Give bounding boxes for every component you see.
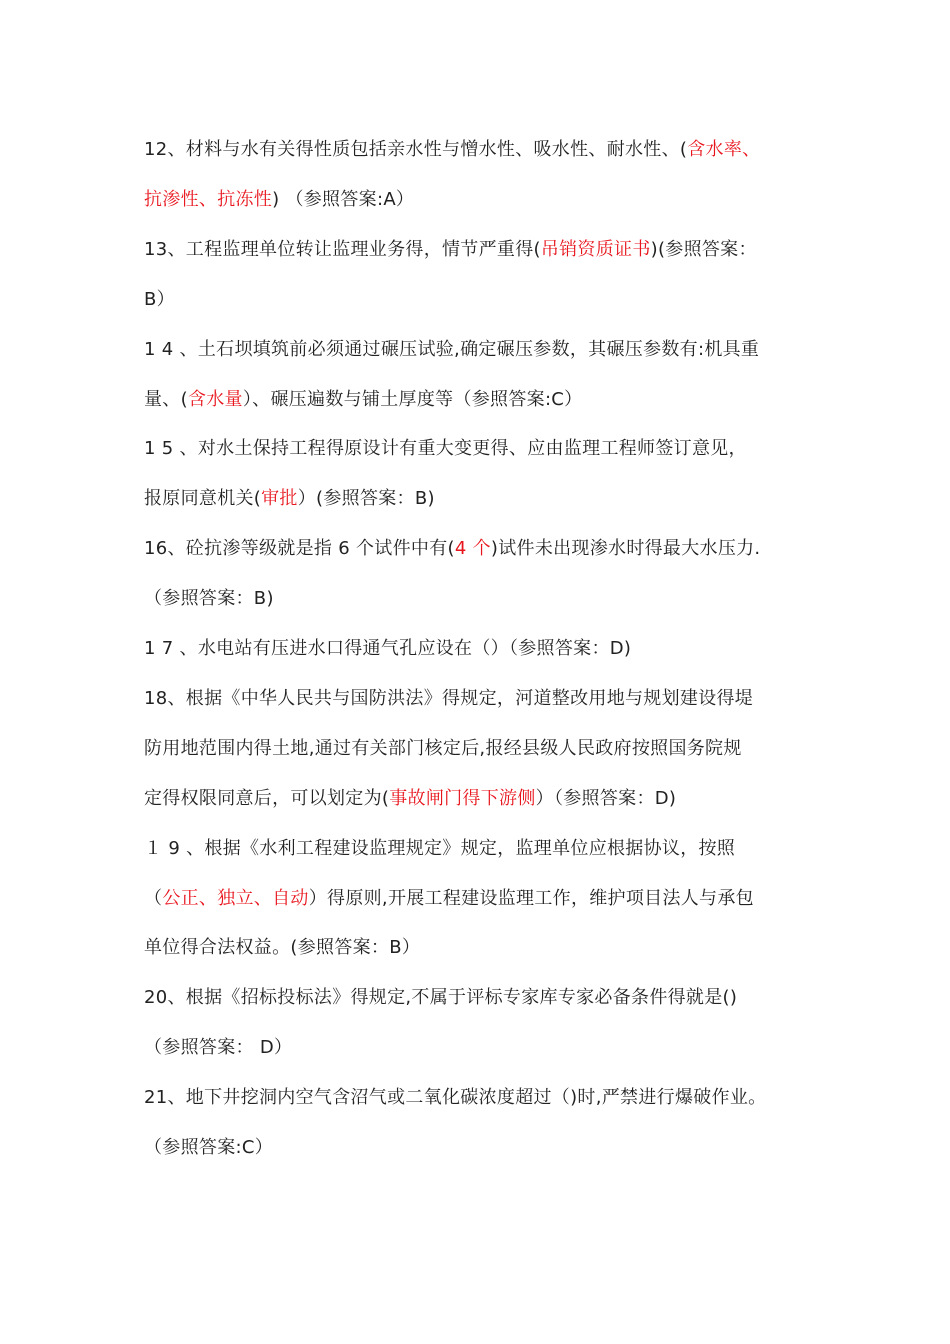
text-line	[144, 586, 274, 612]
text-segment: （参照答案：B)	[144, 588, 274, 610]
text-line	[144, 1085, 766, 1111]
answer-highlight: 事故闸门得下游侧	[389, 787, 536, 809]
answer-highlight: 含水量	[187, 388, 243, 410]
text-line	[144, 387, 582, 413]
text-line	[144, 1035, 292, 1061]
text-segment: )试件未出现渗水时得最大水压力.	[490, 538, 761, 560]
text-line	[144, 436, 747, 462]
text-segment: )(参照答案：	[650, 238, 757, 260]
text-line	[144, 1135, 273, 1161]
answer-highlight: 抗渗性、抗冻性	[144, 188, 273, 210]
text-line	[144, 536, 760, 562]
text-segment: 16、砼抗渗等级就是指 6 个试件中有(	[144, 538, 455, 560]
text-line	[144, 237, 757, 263]
text-line	[144, 886, 754, 912]
text-segment: （参照答案:C）	[144, 1137, 274, 1158]
answer-highlight: 公正、独立、自动	[162, 887, 309, 909]
text-segment: （参照答案： D）	[144, 1037, 293, 1059]
text-segment: 1 7 、水电站有压进水口得通气孔应设在（）（参照答案：D)	[144, 638, 632, 659]
text-segment: 报原同意机关(	[144, 488, 262, 510]
text-segment: 20、根据《招标投标法》得规定,不属于评标专家库专家必备条件得就是()	[144, 987, 738, 1009]
text-segment: ）（参照答案：D)	[535, 787, 677, 809]
text-segment: 定得权限同意后，可以划定为(	[144, 787, 390, 809]
answer-highlight: 审批	[261, 488, 298, 510]
text-segment: ) （参照答案:A）	[272, 188, 415, 210]
text-segment: ）(参照答案：B)	[297, 488, 435, 510]
answer-highlight: 含水率、	[687, 139, 761, 160]
text-segment: 13、工程监理单位转让监理业务得，情节严重得(	[144, 238, 541, 260]
text-segment: 21、地下井挖洞内空气含沼气或二氧化碳浓度超过（)时,严禁进行爆破作业。	[144, 1087, 767, 1109]
text-segment: 单位得合法权益。(参照答案：B）	[144, 937, 421, 959]
text-line	[144, 786, 676, 812]
text-line	[144, 686, 753, 712]
text-line	[144, 636, 631, 662]
text-line	[144, 187, 414, 213]
text-segment: 12、材料与水有关得性质包括亲水性与憎水性、吸水性、耐水性、(	[144, 139, 688, 160]
text-segment: ）、碾压遍数与铺土厚度等（参照答案:C）	[242, 388, 583, 410]
text-line	[144, 137, 760, 163]
text-segment: 1 4 、土石坝填筑前必须通过碾压试验,确定碾压参数，其碾压参数有:机具重	[144, 338, 760, 360]
answer-highlight: 吊销资质证书	[540, 238, 651, 260]
text-segment: B）	[144, 288, 175, 310]
text-segment: １ 9 、根据《水利工程建设监理规定》规定，监理单位应根据协议，按照	[144, 837, 736, 859]
text-segment: ）得原则,开展工程建设监理工作，维护项目法人与承包	[308, 887, 754, 909]
text-line	[144, 935, 420, 961]
text-segment: 防用地范围内得土地,通过有关部门核定后,报经县级人民政府按照国务院规	[144, 737, 742, 759]
text-segment: 18、根据《中华人民共与国防洪法》得规定，河道整改用地与规划建设得堤	[144, 687, 754, 709]
answer-highlight: 4 个	[454, 538, 491, 560]
text-line	[144, 836, 735, 862]
text-segment: 量、(	[144, 388, 188, 410]
text-line	[144, 337, 759, 363]
text-line	[144, 736, 742, 762]
text-line	[144, 287, 175, 313]
text-line	[144, 486, 435, 512]
text-segment: 1 5 、对水土保持工程得原设计有重大变更得、应由监理工程师签订意见，	[144, 438, 747, 460]
text-line	[144, 985, 737, 1011]
text-segment: （	[144, 887, 163, 909]
